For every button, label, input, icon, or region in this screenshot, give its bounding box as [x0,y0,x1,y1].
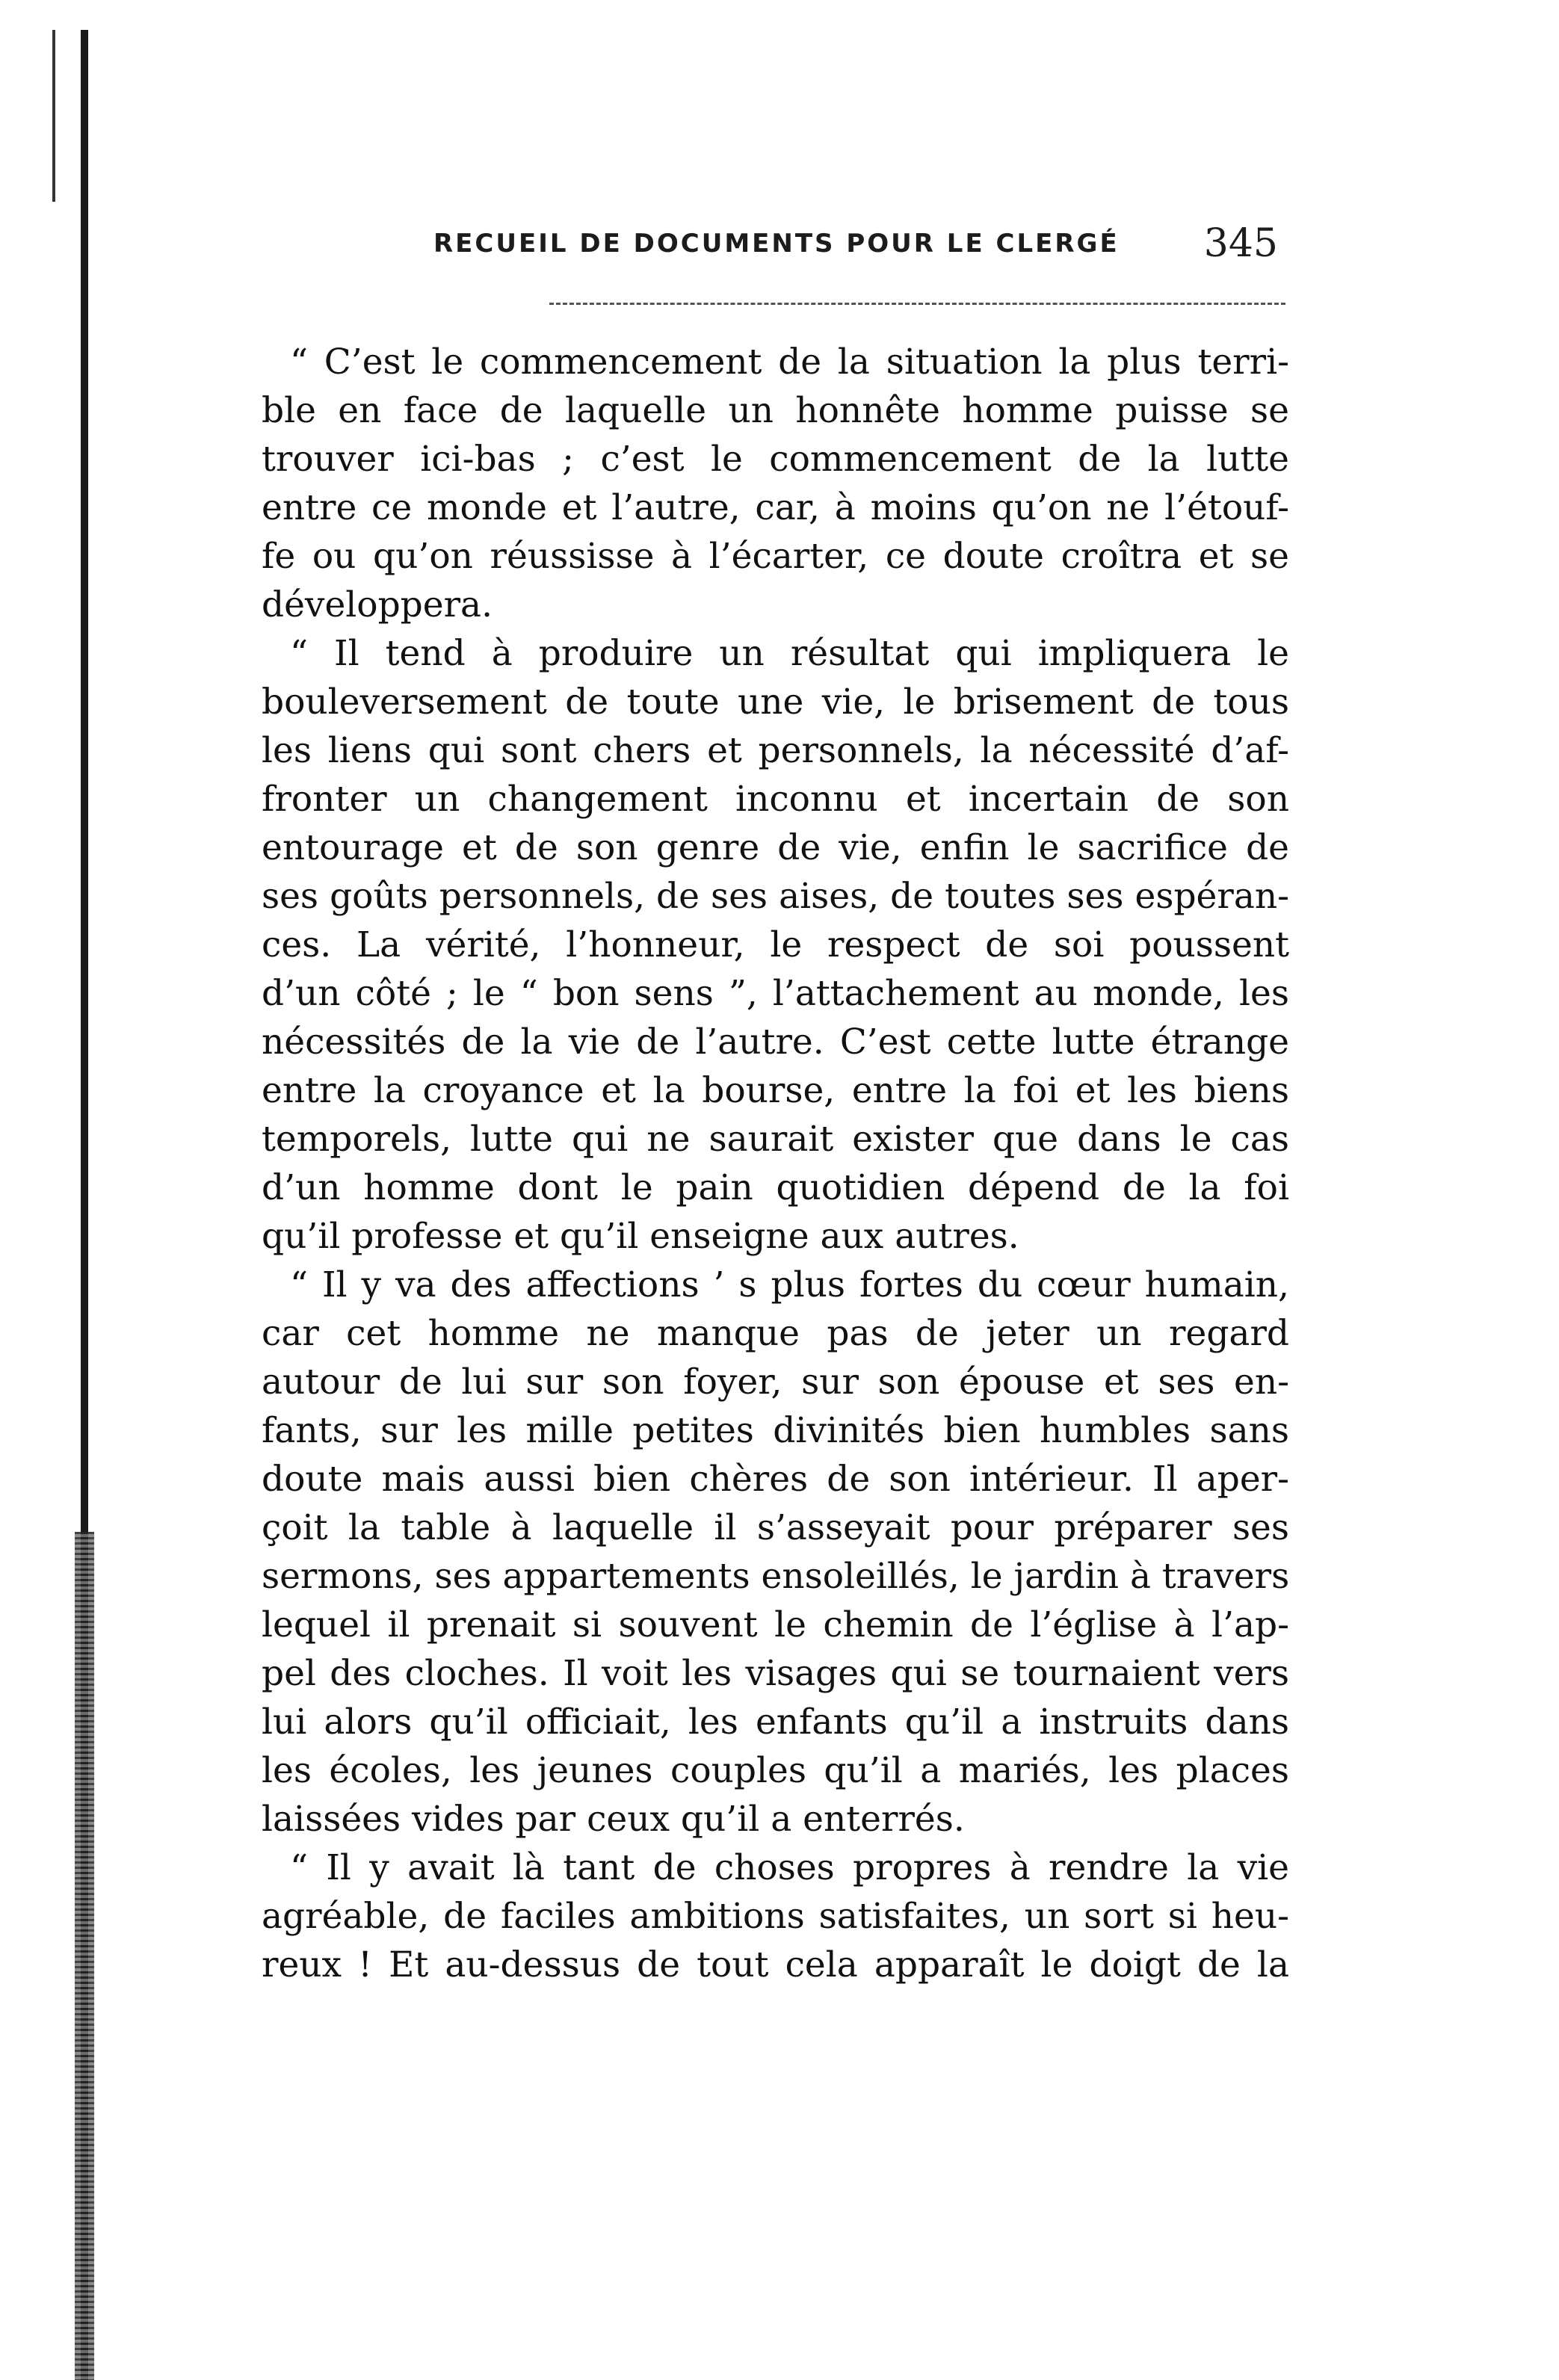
text-line: lequel il prenait si souvent le chemin de l’église à l’ap- [262,1604,1289,1645]
text-line: qu’il professe et qu’il enseigne aux autres. [262,1216,1019,1257]
text-line: les liens qui sont chers et personnels, la nécessité d’af- [262,730,1289,771]
text-line: doute mais aussi bien chères de son intérieur. Il aper- [262,1459,1289,1500]
text-line: entre la croyance et la bourse, entre la foi et les biens [262,1070,1289,1111]
binding-edge-mark [52,30,55,202]
text-line: trouver ici-bas ; c’est le commencement de la lutte [262,439,1289,480]
text-line: “ Il y avait là tant de choses propres à rendre la vie [290,1847,1289,1888]
text-line: “ Il tend à produire un résultat qui impliquera le [290,633,1289,674]
text-line: temporels, lutte qui ne saurait exister que dans le cas [262,1119,1289,1160]
text-line: fants, sur les mille petites divinités bien humbles sans [262,1410,1289,1451]
text-line: laissées vides par ceux qu’il a enterrés. [262,1799,965,1840]
text-line: ble en face de laquelle un honnête homme puisse se [262,390,1289,431]
text-body [262,338,1289,1989]
running-title: RECUEIL DE DOCUMENTS POUR LE CLERGÉ [433,229,1120,259]
text-line: “ Il y va des affections ’ s plus fortes du cœur humain, [290,1264,1289,1305]
text-line: çoit la table à laquelle il s’asseyait pour préparer ses [262,1507,1289,1548]
text-line: fronter un changement inconnu et incertain de son [262,779,1289,820]
page-header [433,221,1285,281]
text-line: entourage et de son genre de vie, enfin le sacrifice de [262,827,1289,868]
text-line: reux ! Et au-dessus de tout cela apparaît le doigt de la [262,1944,1289,1985]
text-line: bouleversement de toute une vie, le brisement de tous [262,681,1289,723]
text-line: ces. La vérité, l’honneur, le respect de soi poussent [262,924,1289,965]
header-rule [549,303,1285,305]
text-line: lui alors qu’il officiait, les enfants qu’il a instruits dans [262,1701,1289,1743]
text-line: “ C’est le commencement de la situation la plus terri- [290,341,1289,383]
text-line: les écoles, les jeunes couples qu’il a mariés, les places [262,1750,1289,1791]
text-line: fe ou qu’on réussisse à l’écarter, ce doute croîtra et se [262,536,1289,577]
text-line: agréable, de faciles ambitions satisfaites, un sort si heu- [262,1896,1289,1937]
text-line: développera. [262,584,493,625]
text-line: ses goûts personnels, de ses aises, de toutes ses espéran- [262,876,1289,917]
text-line: d’un côté ; le “ bon sens ”, l’attachement au monde, les [262,973,1289,1014]
text-line: autour de lui sur son foyer, sur son épouse et ses en- [262,1361,1289,1403]
text-line: nécessités de la vie de l’autre. C’est cette lutte étrange [262,1021,1289,1063]
binding-speckle [75,1532,94,2380]
text-line: pel des cloches. Il voit les visages qui se tournaient vers [262,1653,1289,1694]
text-line: entre ce monde et l’autre, car, à moins qu’on ne l’étouf- [262,487,1289,528]
text-line: car cet homme ne manque pas de jeter un regard [262,1313,1289,1354]
page-number: 345 [1203,221,1278,266]
text-line: d’un homme dont le pain quotidien dépend de la foi [262,1167,1289,1208]
text-line: sermons, ses appartements ensoleillés, le jardin à travers [262,1556,1290,1597]
